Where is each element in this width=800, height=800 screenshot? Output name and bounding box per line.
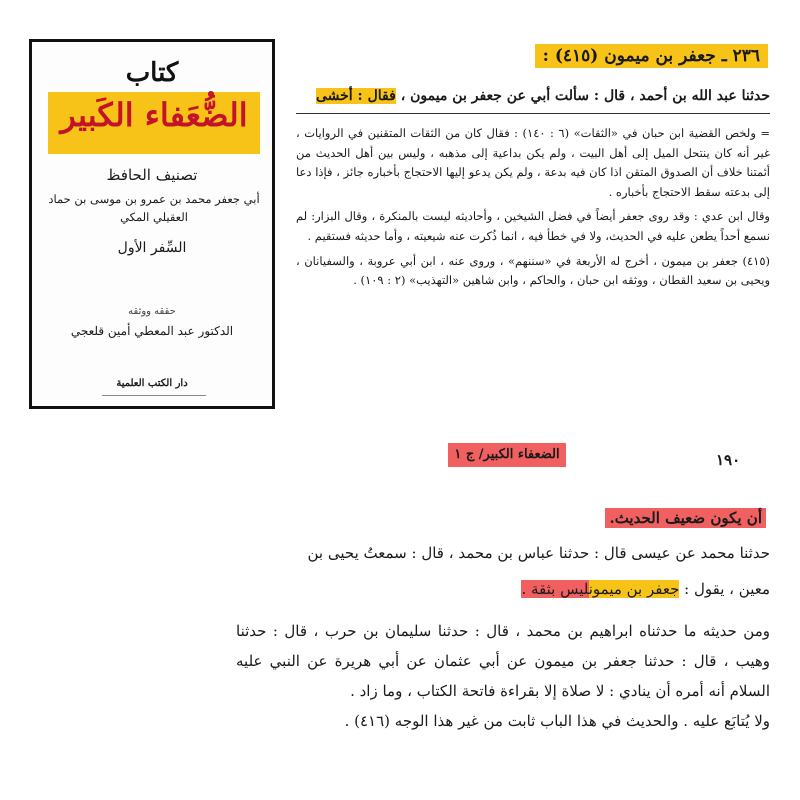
entry-line-text: حدثنا عبد الله بن أحمد ، قال : سألت أبي عن جعفر بن ميمون ،: [400, 88, 770, 104]
footnotes: [296, 124, 770, 296]
entry-first-line: [296, 88, 770, 104]
book-cover: [29, 39, 275, 409]
cover-title-highlight: [48, 92, 260, 154]
footnote-divider: [296, 113, 770, 114]
cover-editor: الدكتور عبد المعطي أمين قلعجي: [70, 324, 234, 338]
running-head: الضعفاء الكبير/ ج ١: [448, 443, 566, 467]
cover-verified-by: حققه ووثقه: [128, 306, 176, 317]
narrator-name: جعفر بن ميمون: [588, 580, 680, 598]
narration-start: معين ، يقول :: [684, 580, 770, 598]
footnote-paragraph: = ولخص القضية ابن حبان في «الثقات» (٦ : ١٤٠) : فقال كان من الثقات المتقنين في الروايات ، غير أنه كان ينتحل الميل إلى أهل البيت ، ولم يكن بداعية إلى مذهبه ، وليس بين أهل الحديث من أئمتنا خلاف أن الصدوق المتقن اذا كان فيه بدعة ، ولم يكن يدعو إليها الاحتجاج بأخباره جائز ، فإذا دعا إلى بدعته سقط الاحتجاج بأخباره .: [296, 126, 770, 199]
footnote-paragraph: وقال ابن عدي : وقد روى جعفر أيضاً في فضل الشيخين ، وأحاديثه ليست بالمنكرة ، وقال البزار: لم نسمع أحداً يطعن عليه في الحديث، ولا في خطأ فيه ، انما ذُكرت عنه شيعيته ، وأما حديثه فستقيم .: [296, 209, 770, 243]
hadith-text: ومن حديثه ما حدثناه ابراهيم بن محمد ، قال : حدثنا سليمان بن حرب ، قال : حدثنا وهيب ، قال : حدثنا جعفر بن ميمون عن أبي عثمان عن أبي هريرة عن النبي عليه السلام أنه أمره أن ينادي : لا صلاة إلا بقراءة فاتحة الكتاب ، وما زاد .: [236, 622, 770, 700]
cover-title: الضُّعَفاء الكَبير: [60, 96, 248, 134]
cover-author: أبي جعفر محمد بن عمرو بن موسى بن حماد العقيلي المكي: [48, 192, 260, 224]
narration-line: حدثنا محمد عن عيسى قال : حدثنا عباس بن محمد ، قال : سمعتُ يحيى بن: [307, 544, 770, 562]
footnote-paragraph: (٤١٥) جعفر بن ميمون ، أخرج له الأربعة في «سننهم» ، وروى عنه ، ابن أبي عروبة ، والسفيانان ، ويحيى بن سعيد القطان ، ووثقه ابن حبان ، والحاكم ، وابن شاهين «التهذيب» (٢ : ١٠٩) .: [296, 253, 770, 288]
entry-heading: ٢٣٦ ـ جعفر بن ميمون (٤١٥) :: [535, 44, 768, 68]
verdict-line: أن يكون ضعيف الحديث.: [605, 508, 766, 528]
narrator-verdict: ليس بثقة .: [521, 580, 589, 598]
narration-line-highlighted: [236, 580, 770, 598]
page-number: ١٩٠: [716, 451, 741, 469]
hadith-conclusion: ولا يُتابَع عليه . والحديث في هذا الباب ثابت من غير هذا الوجه (٤١٦) .: [344, 712, 770, 730]
cover-publisher-divider: [102, 395, 206, 396]
entry-line-highlight: فقال : أخشى: [315, 88, 396, 104]
cover-kitab: كتاب: [125, 58, 179, 88]
cover-volume: السِّفر الأول: [117, 240, 187, 256]
cover-author-intro: تصنيف الحافظ: [106, 166, 198, 184]
hadith-paragraph: [236, 616, 770, 736]
cover-publisher: دار الكتب العلمية: [116, 378, 188, 389]
